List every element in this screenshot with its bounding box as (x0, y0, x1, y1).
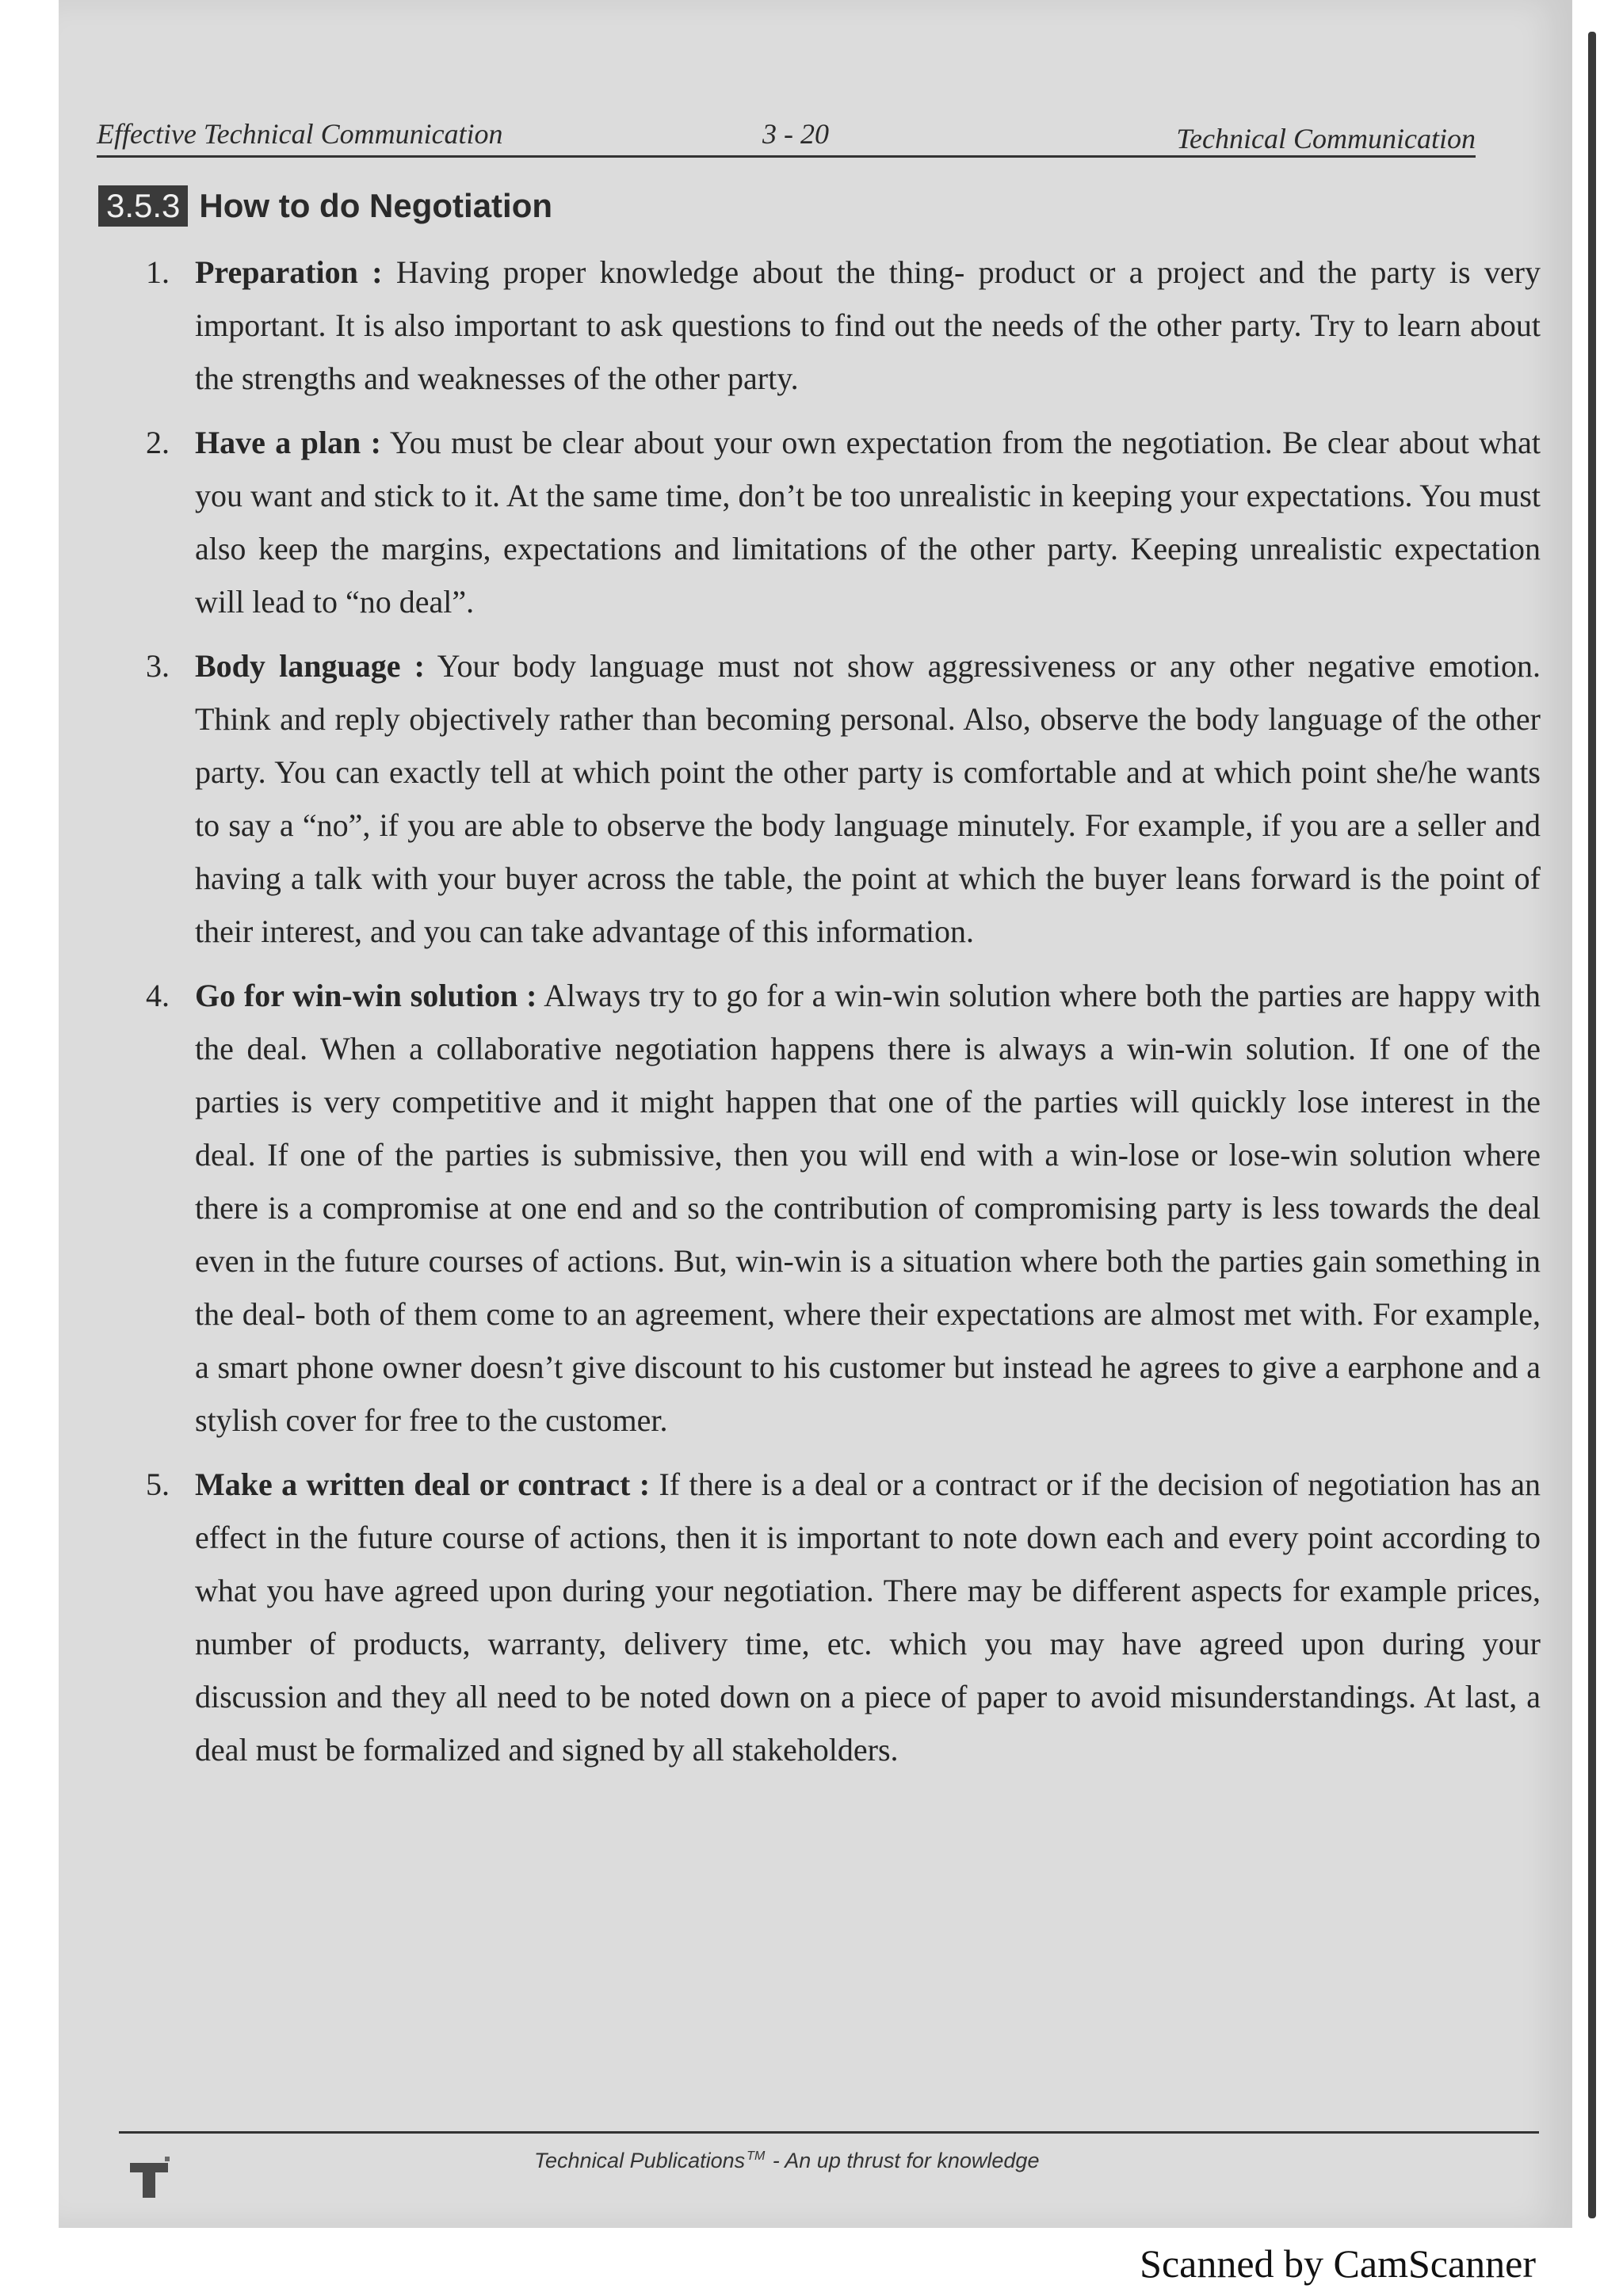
section-title: How to do Negotiation (199, 187, 553, 224)
footer-rule (119, 2131, 1539, 2134)
list-item-term: Make a written deal or contract : (195, 1466, 651, 1502)
header-chapter-title: Technical Communication (1176, 123, 1476, 154)
list-item-number: 1. (146, 254, 170, 290)
list-item-term: Go for win-win solution : (195, 978, 537, 1013)
publisher-name: Technical Publications (534, 2149, 746, 2172)
list-item-term: Body language : (195, 648, 425, 684)
list-item-number: 5. (146, 1466, 170, 1502)
list-item-text: If there is a deal or a contract or if the decision of negotiation has an effect in the future course of actions, then it is important to note down each and every point according to what you have agreed upon during your negotiation. There may be different aspects for example prices, number of products, warranty, delivery time, etc. which you may have agreed upon during your discussion and they all need to be noted down on a piece of paper to avoid misunderstandings. At last, a deal must be formalized and signed by all stakeholders. (195, 1466, 1541, 1768)
list-item-text: Always try to go for a win-win solution where both the parties are happy with the deal. When a collaborative negotiation happens there is always a win-win solution. If one of the parties is very competitive and it might happen that one of the parties will quickly lose interest in the deal. If one of the parties is submissive, then you will end with a win-lose or lose-win solution where there is a compromise at one end and so the contribution of compromising party is less towards the deal even in the future courses of actions. But, win-win is a situation where both the parties gain something in the deal- both of them come to an agreement, where their expectations are almost met with. For example, a smart phone owner doesn’t give discount to his customer but instead he agrees to give a earphone and a stylish cover for free to the customer. (195, 978, 1541, 1438)
trademark-mark: TM (747, 2149, 766, 2163)
list-item-term: Preparation : (195, 254, 383, 290)
scanned-page (59, 0, 1572, 2228)
section-number: 3.5.3 (98, 185, 188, 227)
running-header (97, 116, 1476, 158)
list-item-term: Have a plan : (195, 425, 381, 460)
list-item-text: Your body language must not show aggressiveness or any other negative emotion. Think and reply objectively rather than becoming personal. Also, observe the body language of the other party. You can exactly tell at which point the other party is comfortable and at which point she/he wants to say a “no”, if you are able to observe the body language minutely. For example, if you are a seller and having a talk with your buyer across the table, the point at which the buyer leans forward is the point of their interest, and you can take advantage of this information. (195, 648, 1541, 949)
list-item (146, 1458, 1541, 1776)
footer-publisher (534, 2149, 1039, 2173)
publisher-tagline: - An up thrust for knowledge (766, 2149, 1040, 2172)
list-item (146, 969, 1541, 1447)
list-item (146, 246, 1541, 405)
list-item-number: 2. (146, 425, 170, 460)
list-item-text: Having proper knowledge about the thing- product or a project and the party is very important. It is also important to ask questions to find out the needs of the other party. Try to learn about the strengths and weaknesses of the other party. (195, 254, 1541, 396)
list-item (146, 416, 1541, 628)
list-item-text: You must be clear about your own expectation from the negotiation. Be clear about what you want and stick to it. At the same time, don’t be too unrealistic in keeping your expectations. You must also keep the margins, expectations and limitations of the other party. Keeping unrealistic expectation will lead to “no deal”. (195, 425, 1541, 620)
page-number: 3 - 20 (762, 118, 829, 150)
section-heading (98, 184, 552, 228)
header-book-title: Effective Technical Communication (97, 118, 503, 150)
scanner-watermark: Scanned by CamScanner (1140, 2241, 1536, 2286)
numbered-list (146, 246, 1541, 1787)
list-item-number: 4. (146, 978, 170, 1013)
list-item (146, 639, 1541, 958)
publisher-logo-icon (125, 2155, 173, 2203)
list-item-number: 3. (146, 648, 170, 684)
page-edge (1588, 32, 1596, 2218)
